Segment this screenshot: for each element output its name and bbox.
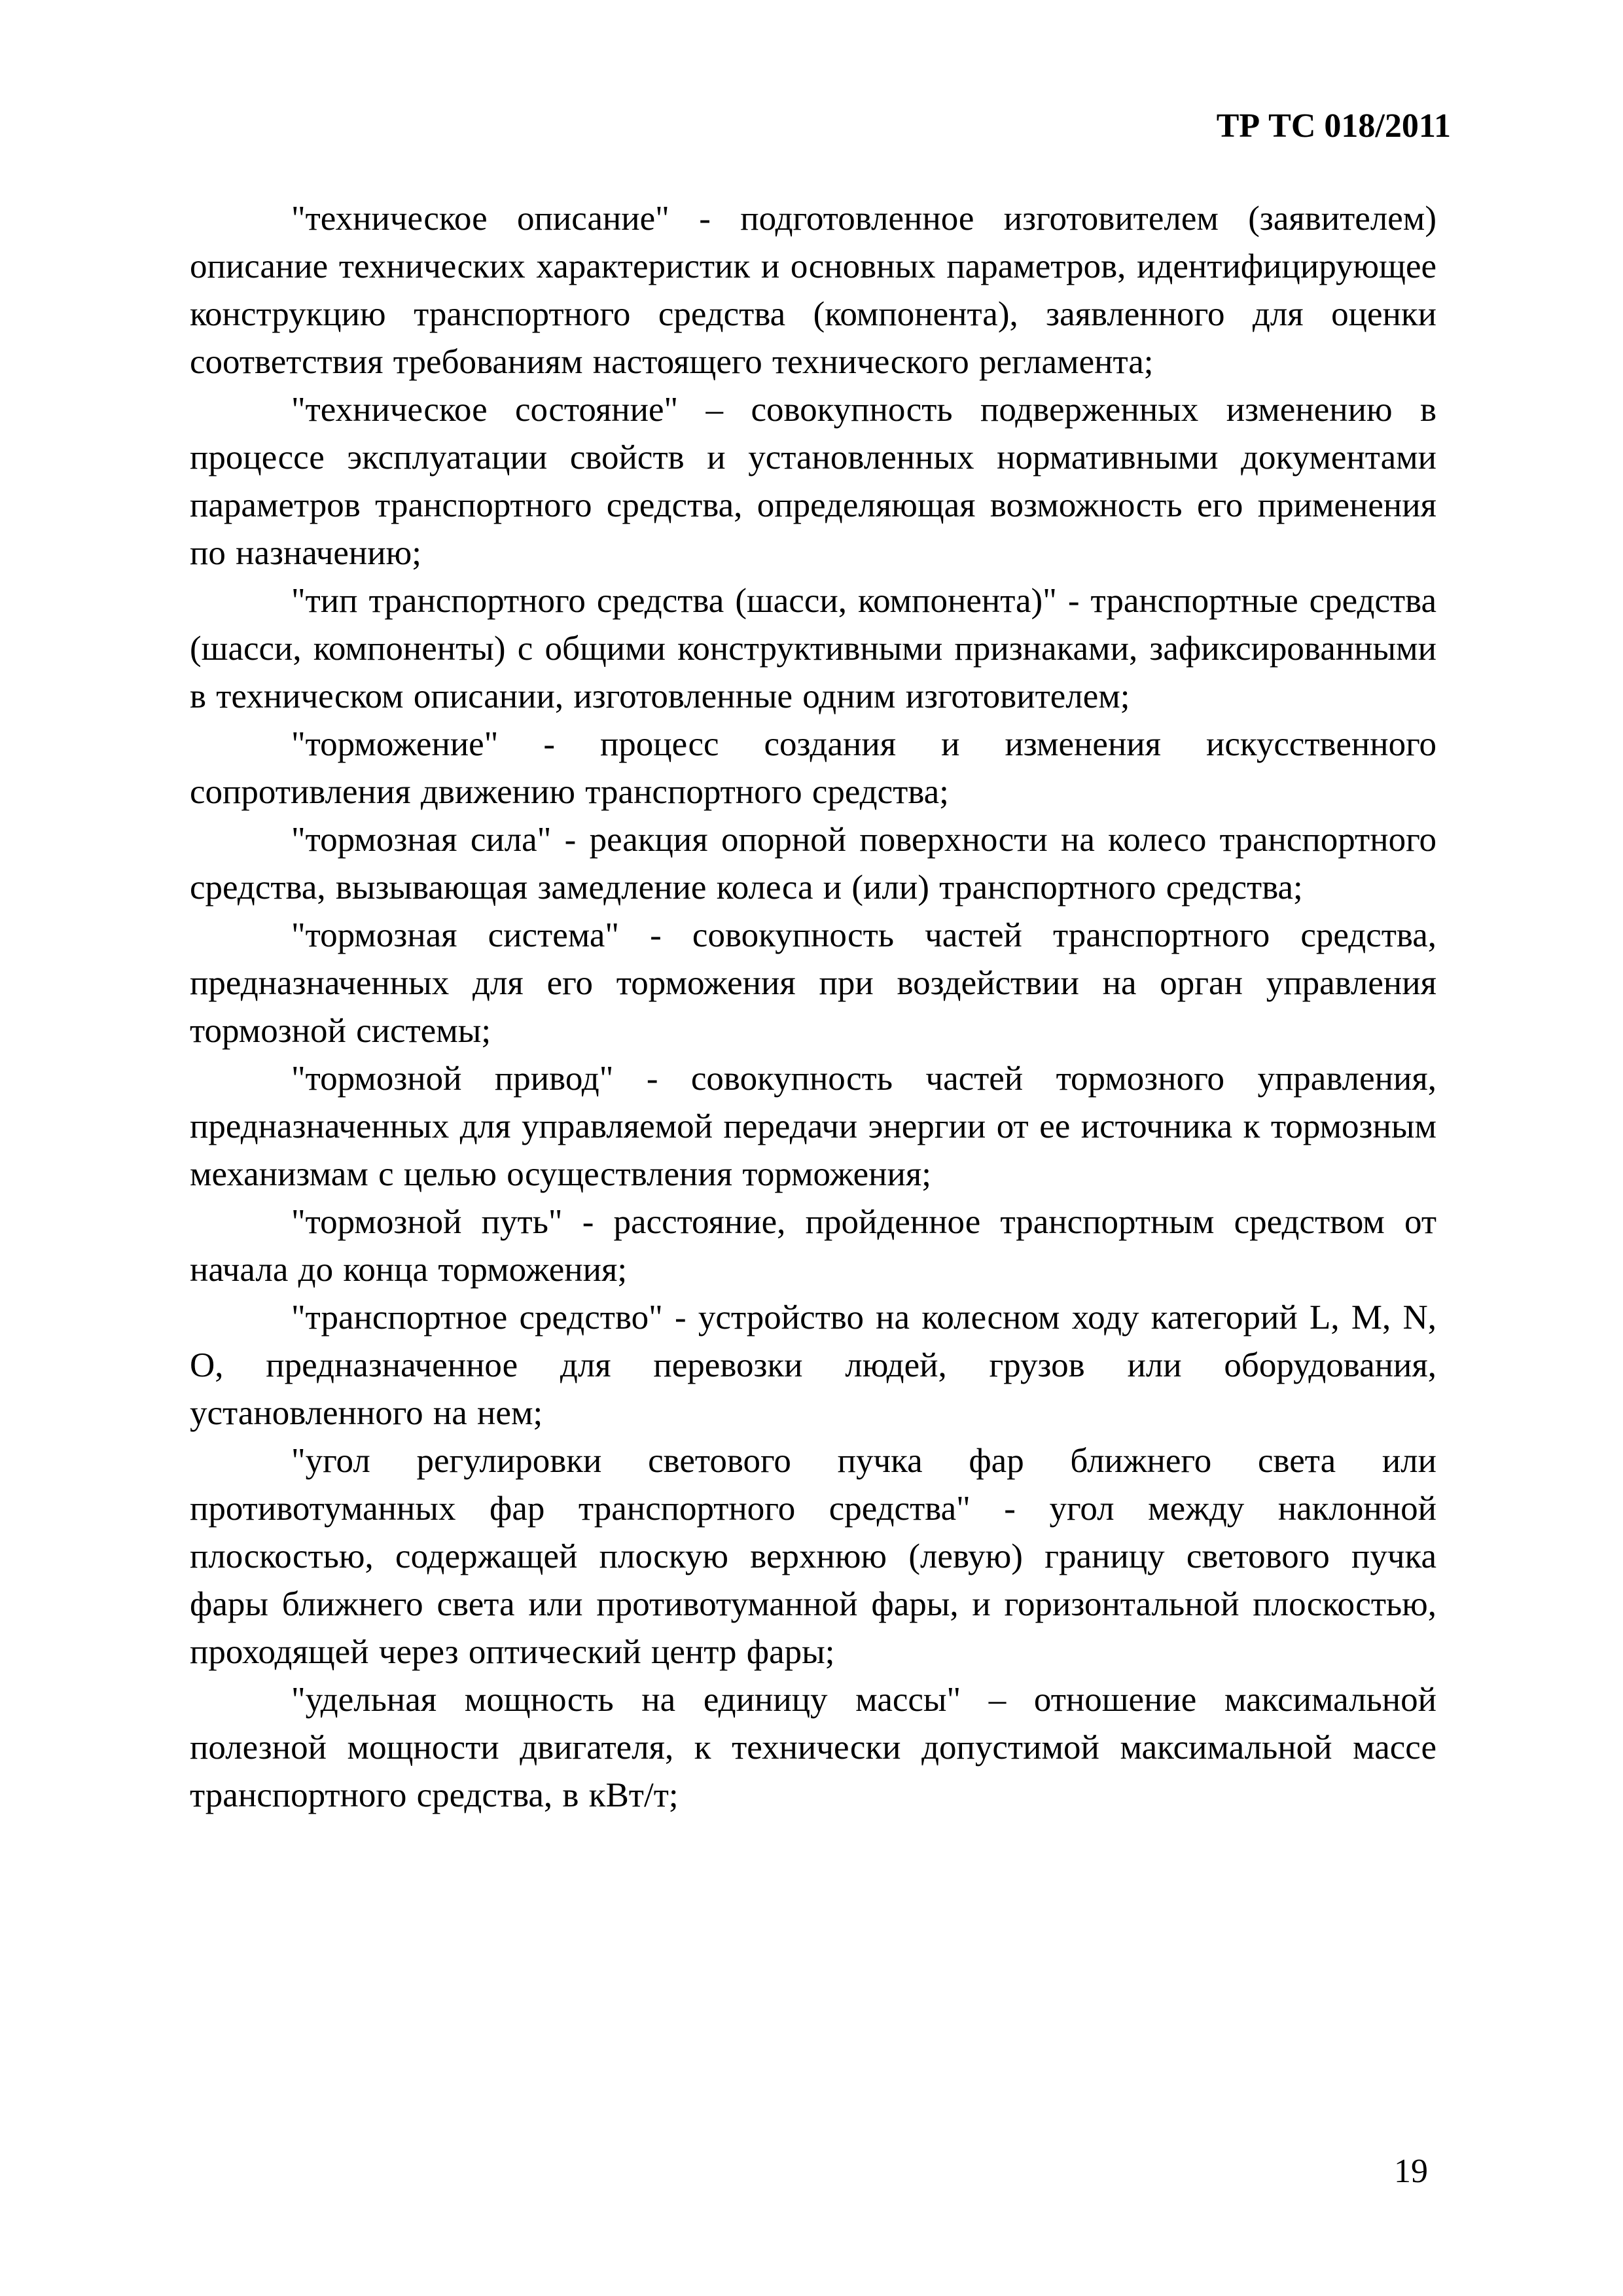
page-number: 19 (1394, 2153, 1428, 2190)
definition-paragraph-11: "удельная мощность на единицу массы" – отношение максимальной полезной мощности двигателя, к технически допустимой максимальной массе транспортного средства, в кВт/т; (190, 1681, 1436, 1814)
definition-paragraph-10: "угол регулировки светового пучка фар ближнего света или противотуманных фар транспортного средства" - угол между наклонной плоскостью, содержащей плоскую верхнюю (левую) границу светового пучка фары ближнего света или противотуманной фары, и горизонтальной плоскостью, проходящей через оптический центр фары; (190, 1442, 1436, 1671)
document-header (190, 107, 1451, 146)
definition-paragraph-9: "транспортное средство" - устройство на колесном ходу категорий L, M, N, O, предназначенное для перевозки людей, грузов или оборудования, установленного на нем; (190, 1299, 1436, 1432)
definition-paragraph-1: "техническое описание" - подготовленное изготовителем (заявителем) описание технических характеристик и основных параметров, идентифицирующее конструкцию транспортного средства (компонента), заявленного для оценки соответствия требованиям настоящего технического регламента; (190, 200, 1436, 381)
definition-paragraph-8: "тормозной путь" - расстояние, пройденное транспортным средством от начала до конца торможения; (190, 1203, 1436, 1289)
definition-paragraph-4: "торможение" - процесс создания и изменения искусственного сопротивления движению транспортного средства; (190, 725, 1436, 811)
definition-paragraph-2: "техническое состояние" – совокупность подверженных изменению в процессе эксплуатации свойств и установленных нормативными документами параметров транспортного средства, определяющая возможность его применения по назначению; (190, 391, 1436, 572)
definition-paragraph-3: "тип транспортного средства (шасси, компонента)" - транспортные средства (шасси, компоненты) с общими конструктивными признаками, зафиксированными в техническом описании, изготовленные одним изготовителем; (190, 582, 1436, 715)
regulation-code: ТР ТС 018/2011 (1216, 107, 1451, 145)
document-footer (190, 2152, 1428, 2191)
document-body (190, 195, 1436, 1820)
definition-paragraph-6: "тормозная система" - совокупность частей транспортного средства, предназначенных для его торможения при воздействии на орган управления тормозной системы; (190, 916, 1436, 1050)
definition-paragraph-5: "тормозная сила" - реакция опорной поверхности на колесо транспортного средства, вызывающая замедление колеса и (или) транспортного средства; (190, 821, 1436, 906)
definition-paragraph-7: "тормозной привод" - совокупность частей тормозного управления, предназначенных для управляемой передачи энергии от ее источника к тормозным механизмам с целью осуществления торможения; (190, 1060, 1436, 1193)
